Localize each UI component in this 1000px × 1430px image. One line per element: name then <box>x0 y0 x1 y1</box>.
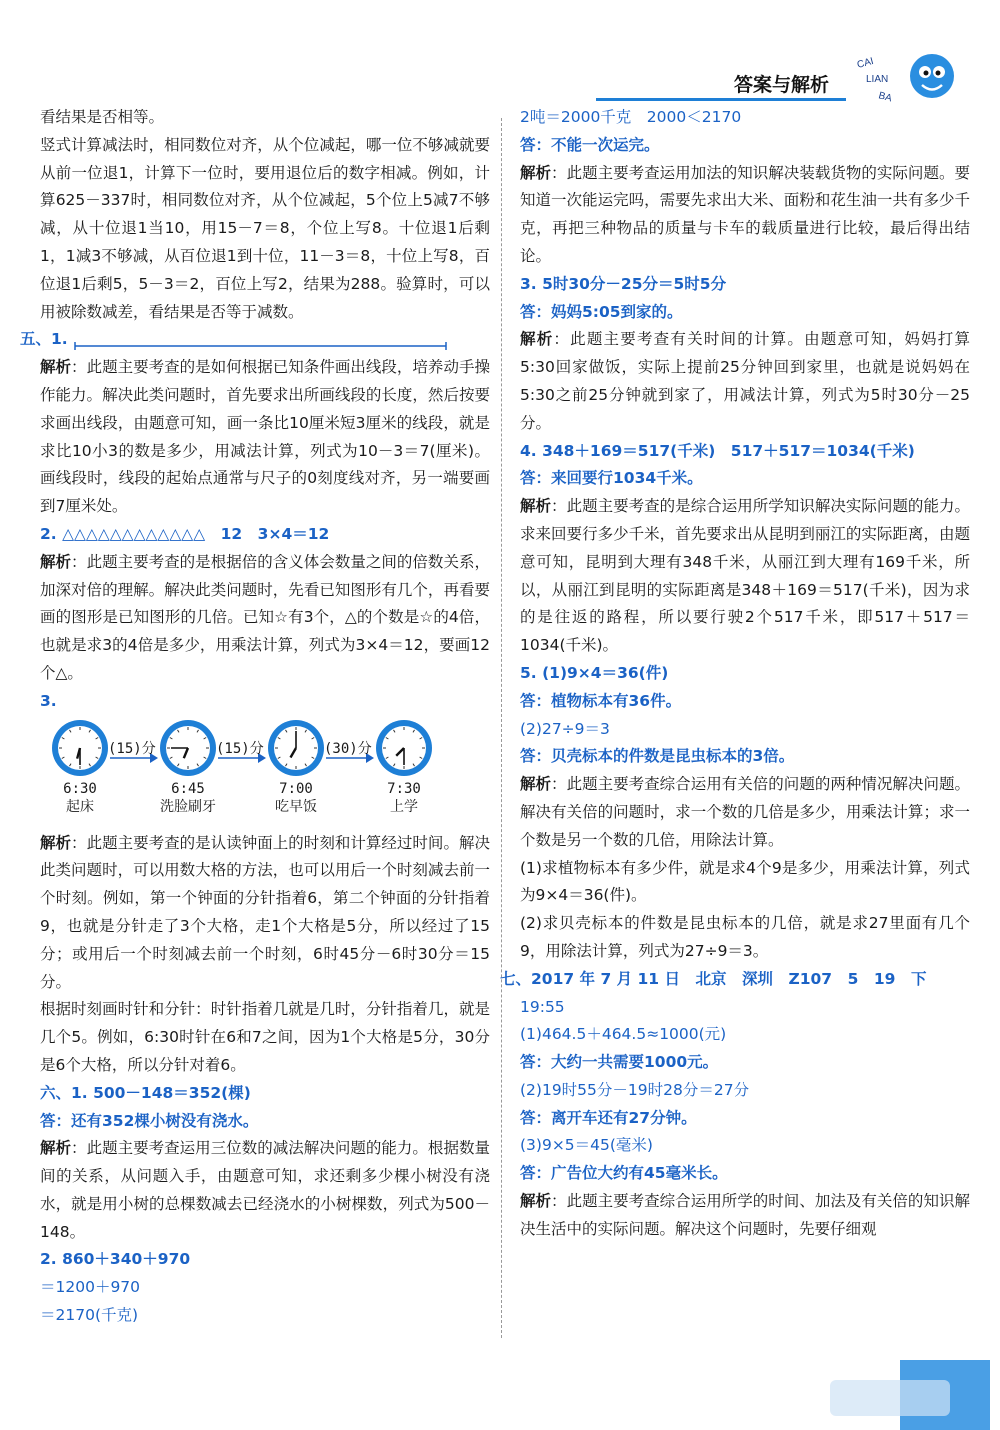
question-6-1: 六、1. 500－148＝352(棵) <box>40 1083 251 1102</box>
analysis-label: 解析 <box>520 163 552 182</box>
elapsed-time-label: (15)分 <box>108 740 156 757</box>
section-title: 答案与解析 <box>734 74 830 96</box>
question-4: 4. 348＋169＝517(千米) 517＋517＝1034(千米) <box>520 441 915 460</box>
question-5-2: 2. △△△△△△△△△△△△ 12 3×4＝12 <box>40 524 330 543</box>
analysis-paragraph <box>40 830 490 997</box>
answer-line: 答：妈妈5:05到家的。 <box>520 302 683 321</box>
clock-time-label: 7:30 <box>387 780 421 797</box>
text-paragraph: 根据时刻画时针和分针：时针指着几就是几时，分针指着几，就是几个5。例如，6:30时针在6和7之间，因为1个大格是5分，30分是6个大格，所以分针对着6。 <box>40 1000 490 1074</box>
analysis-paragraph <box>520 493 970 660</box>
text-paragraph: (2)求贝壳标本的件数是昆虫标本的几倍，就是求27里面有几个9，用除法计算，列式为27÷9＝3。 <box>520 914 970 960</box>
analysis-label: 解析 <box>40 1139 72 1158</box>
analysis-text: ：此题主要考查综合运用有关倍的问题的两种情况解决问题。解决有关倍的问题时，求一个数的几倍是多少，用乘法计算；求一个数是另一个数的几倍，用除法计算。 <box>520 775 970 849</box>
text-paragraph: 看结果是否相等。 <box>40 108 165 126</box>
elapsed-time-label: (15)分 <box>216 740 264 757</box>
question-5-3: 3. <box>40 691 57 710</box>
right-column <box>500 104 970 1244</box>
calc-line: ＝2170(千克) <box>40 1306 139 1325</box>
analysis-text: ：此题主要考查的是如何根据已知条件画出线段，培养动手操作能力。解决此类问题时，首先要求出所画线段的长度，然后按要求画出线段，由题意可知，画一条比10厘米短3厘米的线段，就是求比10小3的数是多少，用减法计算，列式为10－3＝7(厘米)。画线段时，线段的起始点通常与尺子的0刻度线对齐，另一端要画到7厘米处。 <box>40 358 490 516</box>
analysis-paragraph <box>520 160 970 271</box>
analysis-paragraph <box>40 1135 490 1246</box>
clock-face-icon <box>50 718 110 778</box>
svg-text:CAI: CAI <box>855 55 875 71</box>
analysis-label: 解析 <box>520 1192 552 1211</box>
text-paragraph: (1)求植物标本有多少件，就是求4个9是多少，用乘法计算，列式为9×4＝36(件)。 <box>520 858 970 905</box>
text-paragraph: 竖式计算减法时，相同数位对齐，从个位减起，哪一位不够减就要从前一位退1，计算下一位时，要用退位后的数字相减。例如，计算625－337时，相同数位对齐，从个位减起，5个位上5减7不够减，从十位退1当10，用15－7＝8，个位上写8。十位退1后剩1，1减3不够减，从百位退1到十位，11－3＝8，十位上写8，百位退1后剩5，5－3＝2，百位上写2，结果为288。验算时，可以用被除数减差，看结果是否等于减数。 <box>40 135 490 321</box>
clock-activity-label: 起床 <box>66 798 94 815</box>
analysis-text: ：此题主要考查综合运用所学的时间、加法及有关倍的知识解决生活中的实际问题。解决这个问题时，先要仔细观 <box>520 1192 970 1238</box>
calc-line: (2)19时55分－19时28分＝27分 <box>520 1080 750 1099</box>
analysis-text: ：此题主要考查的是综合运用所学知识解决实际问题的能力。求来回要行多少千米，首先要求出从昆明到丽江的实际距离，由题意可知，昆明到大理有348千米，从丽江到大理有169千米，所以，从丽江到昆明的实际距离是348＋169＝517(千米)，因为求的是往返的路程，所以要行驶2个517千米，即517＋517＝1034(千米)。 <box>520 497 970 655</box>
clock-face-icon <box>374 718 434 778</box>
analysis-paragraph <box>40 549 490 688</box>
drawn-line-segment <box>73 334 448 346</box>
analysis-text: ：此题主要考查运用三位数的减法解决问题的能力。根据数量间的关系，从问题入手，由题意可知，求还剩多少棵小树没有浇水，就是用小树的总棵数减去已经浇水的小树棵数，列式为500－148。 <box>40 1139 490 1241</box>
clock-activity-label: 洗脸刷牙 <box>160 798 216 815</box>
analysis-text: ：此题主要考查有关时间的计算。由题意可知，妈妈打算5:30回家做饭，实际上提前25分钟回到家里，也就是说妈妈在5:30之前25分钟就到家了，用减法计算，列式为5时30分－25分。 <box>520 330 970 432</box>
answer-line: 答：离开车还有27分钟。 <box>520 1108 697 1127</box>
analysis-paragraph <box>520 771 970 854</box>
calc-line: (3)9×5＝45(毫米) <box>520 1136 653 1155</box>
analysis-label: 解析 <box>40 833 72 852</box>
answer-line: 答：广告位大约有45毫米长。 <box>520 1164 728 1183</box>
analysis-paragraph <box>520 1188 970 1244</box>
answer-line: 答：大约一共需要1000元。 <box>520 1053 719 1072</box>
question-5-2: (2)27÷9＝3 <box>520 719 610 738</box>
watermark-logo-icon <box>830 1360 990 1430</box>
clock-time-label: 6:30 <box>63 780 97 797</box>
analysis-label: 解析 <box>520 775 552 794</box>
svg-text:LIAN: LIAN <box>866 74 889 85</box>
answer-line: 答：不能一次运完。 <box>520 135 660 154</box>
question-7 <box>500 966 970 994</box>
analysis-label: 解析 <box>520 497 552 516</box>
analysis-label: 解析 <box>40 358 72 377</box>
clock-face-icon <box>266 718 326 778</box>
answer-line: 答：贝壳标本的件数是昆虫标本的3倍。 <box>520 747 795 766</box>
column-divider <box>501 118 502 1338</box>
answer-line: 答：来回要行1034千米。 <box>520 469 703 488</box>
clock-activity-label: 吃早饭 <box>275 798 317 815</box>
clock-time-label: 6:45 <box>171 780 205 797</box>
clock-face-icon <box>158 718 218 778</box>
svg-text:BA: BA <box>877 90 893 105</box>
analysis-label: 解析 <box>40 552 72 571</box>
question-5-1: 5. (1)9×4＝36(件) <box>520 663 669 682</box>
analysis-text: ：此题主要考查的是认读钟面上的时刻和计算经过时间。解决此类问题时，可以用数大格的方法，也可以用后一个时刻减去前一个时刻。例如，第一个钟面的分针指着6，第二个钟面的分针指着9，也就是分针走了3个大格，走1个大格是5分，所以经过了15分；或用后一个时刻减去前一个时刻，6时45分－6时30分＝15分。 <box>40 833 490 991</box>
clock-sequence <box>40 718 490 826</box>
page-header <box>0 0 1000 110</box>
left-column <box>20 104 490 1330</box>
question-3: 3. 5时30分－25分＝5时5分 <box>520 274 727 293</box>
section-marker: 七、 <box>500 969 532 988</box>
calc-line: 2吨＝2000千克 2000＜2170 <box>520 108 742 126</box>
analysis-label: 解析 <box>520 330 554 349</box>
header-rule <box>596 98 846 101</box>
ticket-info: 2017 年 7 月 11 日 北京 深圳 Z107 5 19 下 <box>531 969 927 988</box>
section-marker: 五、1. <box>20 330 68 349</box>
cartoon-logo-icon <box>852 48 962 108</box>
question-6-2: 2. 860＋340＋970 <box>40 1250 191 1269</box>
answer-line: 答：植物标本有36件。 <box>520 691 682 710</box>
elapsed-time-label: (30)分 <box>324 740 372 757</box>
calc-line: ＝1200＋970 <box>40 1278 141 1297</box>
answer-line: 答：还有352棵小树没有浇水。 <box>40 1111 259 1130</box>
calc-line: (1)464.5＋464.5≈1000(元) <box>520 1025 727 1044</box>
analysis-paragraph <box>40 354 490 521</box>
analysis-text: ：此题主要考查运用加法的知识解决装载货物的实际问题。要知道一次能运完吗，需要先求出大米、面粉和花生油一共有多少千克，再把三种物品的质量与卡车的载质量进行比较，最后得出结论。 <box>520 163 970 265</box>
analysis-paragraph <box>520 326 970 437</box>
question-5-1 <box>20 326 490 354</box>
analysis-text: ：此题主要考查的是根据倍的含义体会数量之间的倍数关系，加深对倍的理解。解决此类问题时，先看已知图形有几个，再看要画的图形是已知图形的几倍。已知☆有3个，△的个数是☆的4倍，也就是求3的4倍是多少，用乘法计算，列式为3×4＝12，要画12个△。 <box>40 552 490 682</box>
ticket-time: 19:55 <box>520 997 565 1016</box>
clock-time-label: 7:00 <box>279 780 313 797</box>
clock-activity-label: 上学 <box>390 798 418 815</box>
